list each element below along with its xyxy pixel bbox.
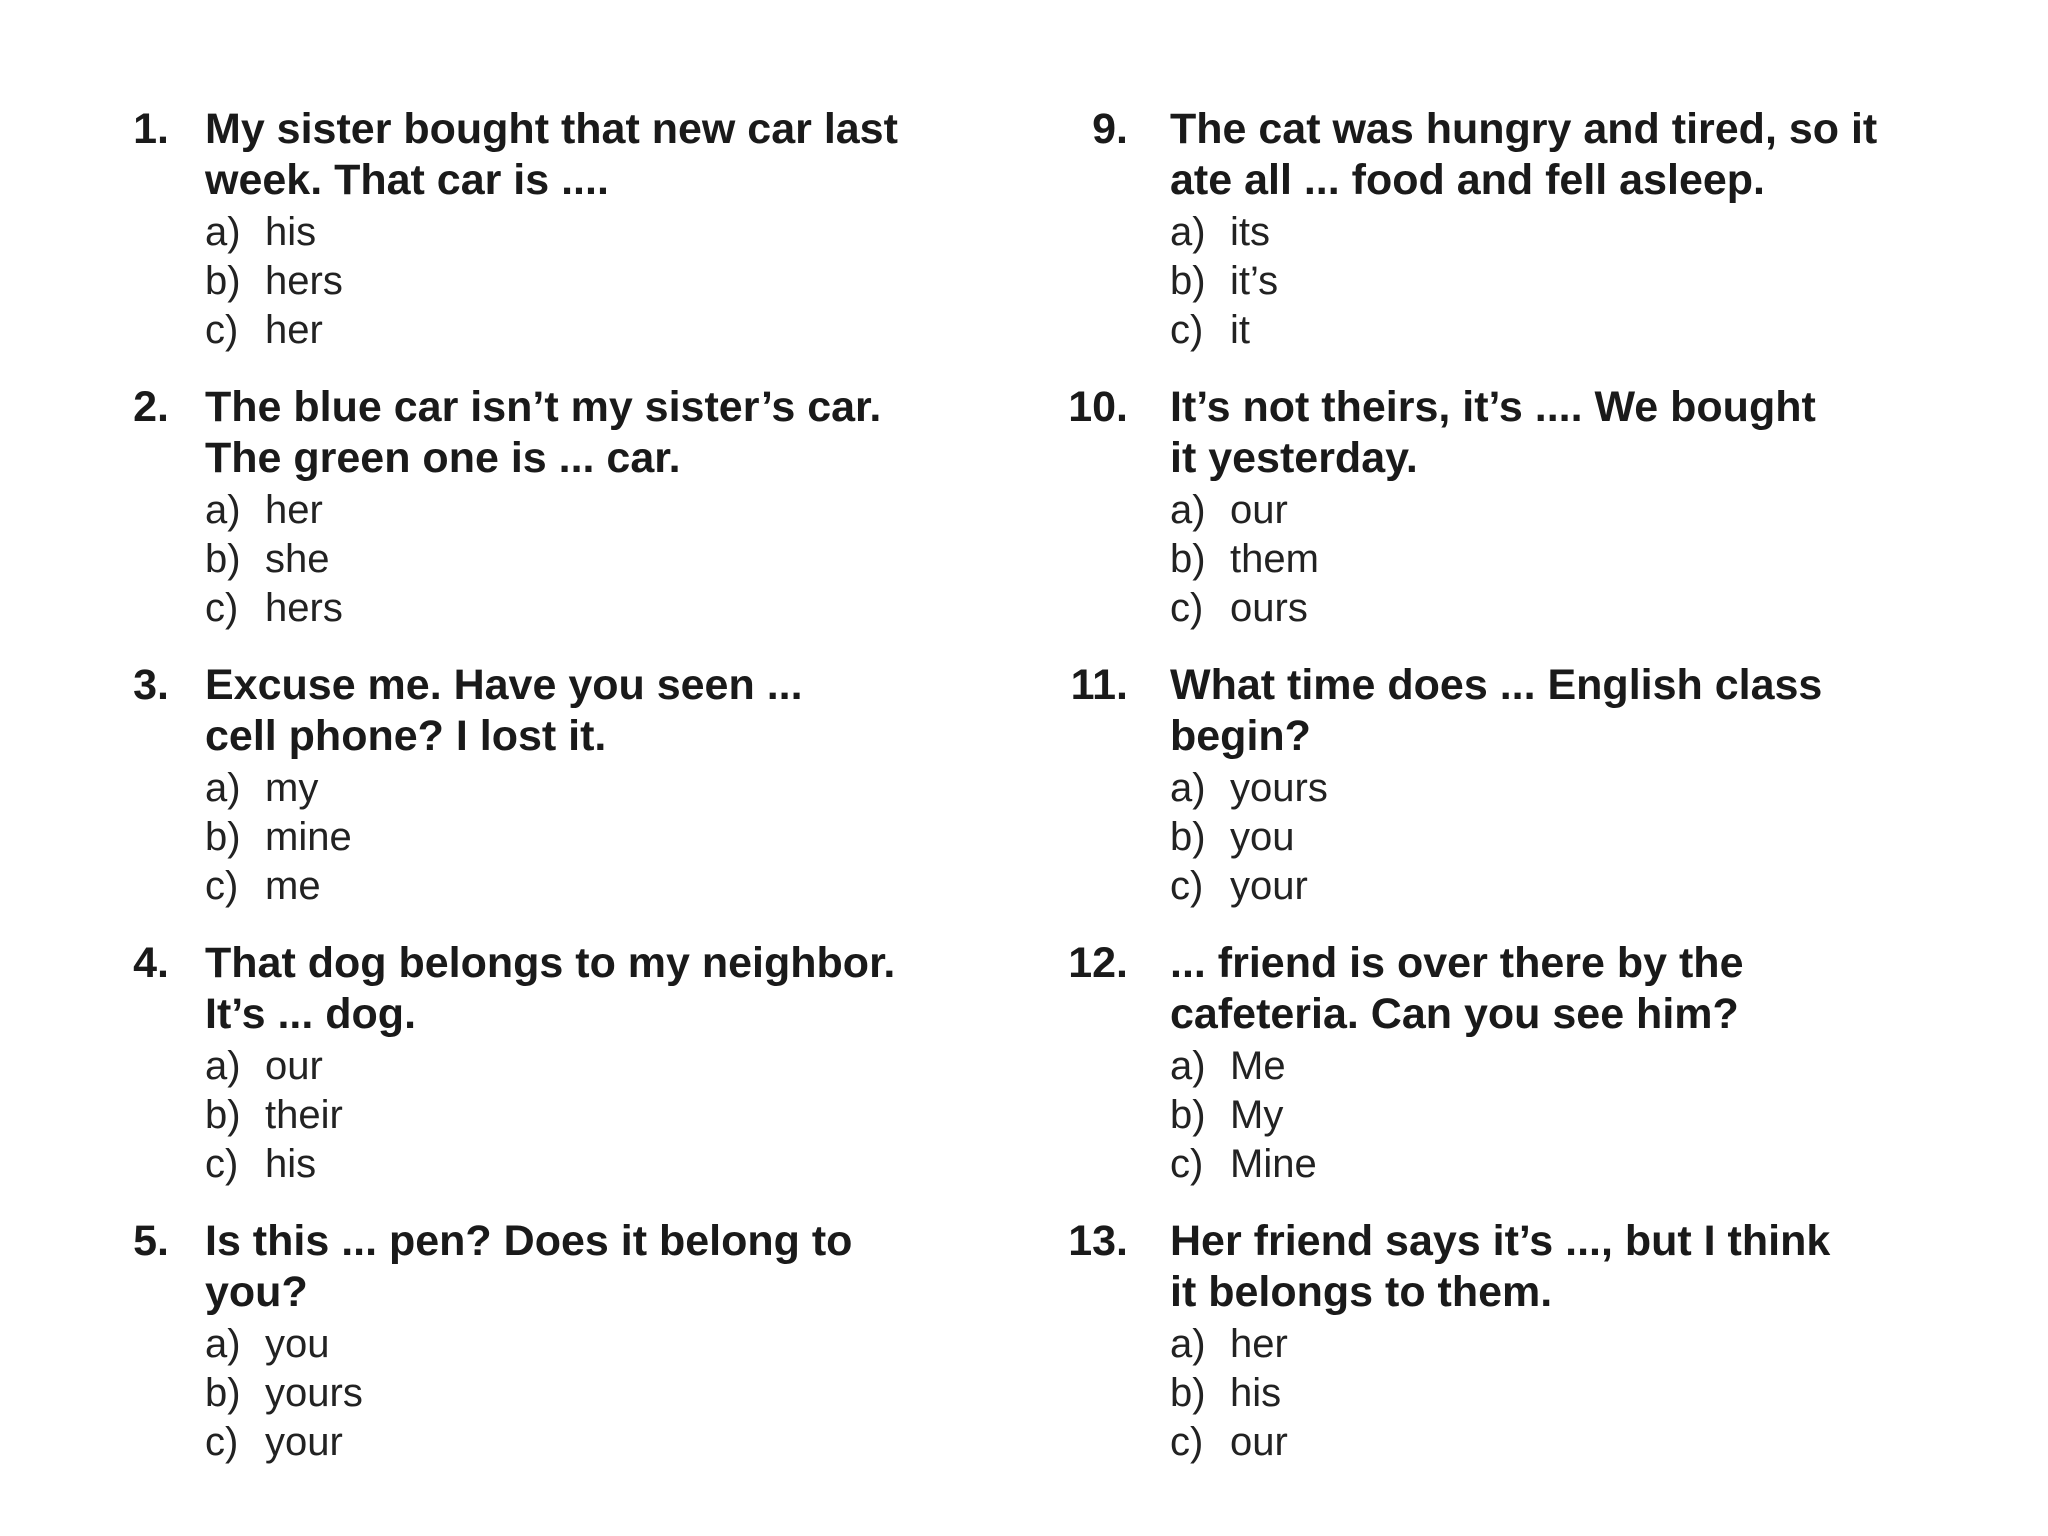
option-text: yours: [1230, 766, 1328, 810]
answer-option: [205, 813, 985, 862]
option-letter: a): [1170, 210, 1206, 254]
answer-option: [1170, 208, 1950, 257]
option-text: its: [1230, 210, 1270, 254]
question-item: [123, 660, 1003, 938]
answer-option: [205, 1369, 985, 1418]
option-text: yours: [265, 1371, 363, 1415]
option-letter: c): [1170, 1142, 1204, 1186]
option-letter: a): [1170, 488, 1206, 532]
option-text: my: [265, 766, 319, 810]
option-text: her: [1230, 1322, 1288, 1366]
option-text: them: [1230, 537, 1319, 581]
question-text: ... friend is over there by the cafeteria. Can you see him?: [1170, 939, 1744, 1038]
option-text: your: [1230, 864, 1308, 908]
answer-options: [205, 208, 985, 355]
question-number: 13.: [1068, 1217, 1128, 1265]
answer-options: [1170, 764, 1950, 911]
answer-option: [205, 1091, 985, 1140]
question-body: [1170, 104, 1950, 355]
answer-option: [205, 1418, 985, 1467]
option-letter: a): [205, 1044, 241, 1088]
question-number: 11.: [1070, 661, 1128, 709]
option-text: ours: [1230, 586, 1308, 630]
question-body: [205, 1216, 985, 1467]
option-text: his: [265, 210, 317, 254]
option-text: hers: [265, 586, 343, 630]
option-text: our: [1230, 1420, 1288, 1464]
option-letter: b): [1170, 815, 1206, 859]
answer-option: [1170, 486, 1950, 535]
option-letter: b): [205, 815, 241, 859]
left-question-column: [123, 104, 1003, 1494]
answer-option: [1170, 1091, 1950, 1140]
answer-option: [1170, 1140, 1950, 1189]
question-item: [123, 382, 1003, 660]
option-text: her: [265, 488, 323, 532]
option-letter: c): [205, 308, 239, 352]
option-letter: c): [1170, 586, 1204, 630]
option-text: mine: [265, 815, 352, 859]
option-letter: a): [1170, 1044, 1206, 1088]
option-letter: b): [1170, 1371, 1206, 1415]
answer-option: [205, 535, 985, 584]
option-text: she: [265, 537, 330, 581]
option-letter: b): [1170, 259, 1206, 303]
question-body: [205, 938, 985, 1189]
answer-options: [1170, 486, 1950, 633]
question-item: [1066, 382, 1946, 660]
option-text: our: [265, 1044, 323, 1088]
question-text: Her friend says it’s ..., but I think it belongs to them.: [1170, 1217, 1831, 1316]
question-number: 5.: [133, 1217, 169, 1265]
question-number: 12.: [1068, 939, 1128, 987]
question-body: [205, 104, 985, 355]
option-letter: a): [1170, 1322, 1206, 1366]
option-text: Mine: [1230, 1142, 1317, 1186]
answer-option: [205, 1320, 985, 1369]
answer-options: [205, 1042, 985, 1189]
option-letter: b): [205, 259, 241, 303]
option-text: it: [1230, 308, 1250, 352]
answer-option: [1170, 1418, 1950, 1467]
question-item: [123, 1216, 1003, 1494]
option-letter: b): [205, 1093, 241, 1137]
option-letter: c): [205, 1420, 239, 1464]
option-text: hers: [265, 259, 343, 303]
option-letter: a): [205, 766, 241, 810]
question-number: 10.: [1068, 383, 1128, 431]
question-number: 3.: [133, 661, 169, 709]
option-text: your: [265, 1420, 343, 1464]
option-text: you: [1230, 815, 1295, 859]
option-text: me: [265, 864, 321, 908]
option-letter: b): [205, 537, 241, 581]
question-text: My sister bought that new car last week. That car is ....: [205, 105, 898, 204]
option-text: his: [265, 1142, 317, 1186]
option-letter: a): [205, 488, 241, 532]
answer-option: [205, 862, 985, 911]
option-text: our: [1230, 488, 1288, 532]
answer-option: [1170, 1042, 1950, 1091]
answer-option: [205, 584, 985, 633]
option-text: My: [1230, 1093, 1284, 1137]
answer-options: [205, 486, 985, 633]
option-text: Me: [1230, 1044, 1286, 1088]
question-item: [1066, 660, 1946, 938]
option-text: their: [265, 1093, 343, 1137]
answer-option: [1170, 813, 1950, 862]
answer-options: [1170, 1320, 1950, 1467]
answer-options: [205, 1320, 985, 1467]
option-text: her: [265, 308, 323, 352]
question-item: [123, 104, 1003, 382]
option-letter: c): [205, 864, 239, 908]
option-letter: c): [205, 586, 239, 630]
answer-option: [205, 764, 985, 813]
answer-option: [1170, 584, 1950, 633]
answer-option: [205, 306, 985, 355]
answer-option: [205, 257, 985, 306]
question-text: Excuse me. Have you seen ... cell phone? I lost it.: [205, 661, 803, 760]
question-body: [205, 660, 985, 911]
question-number: 2.: [133, 383, 169, 431]
answer-options: [1170, 1042, 1950, 1189]
option-text: his: [1230, 1371, 1282, 1415]
answer-options: [205, 764, 985, 911]
option-letter: c): [1170, 864, 1204, 908]
answer-option: [1170, 862, 1950, 911]
answer-option: [205, 208, 985, 257]
answer-option: [1170, 535, 1950, 584]
option-letter: c): [1170, 1420, 1204, 1464]
option-letter: b): [1170, 537, 1206, 581]
question-item: [123, 938, 1003, 1216]
answer-option: [1170, 764, 1950, 813]
question-body: [1170, 938, 1950, 1189]
option-text: it’s: [1230, 259, 1279, 303]
answer-option: [205, 486, 985, 535]
question-text: What time does ... English class begin?: [1170, 661, 1823, 760]
answer-option: [1170, 1320, 1950, 1369]
option-letter: a): [205, 210, 241, 254]
question-item: [1066, 1216, 1946, 1494]
question-body: [1170, 1216, 1950, 1467]
question-text: The blue car isn’t my sister’s car. The green one is ... car.: [205, 383, 882, 482]
question-text: That dog belongs to my neighbor. It’s ... dog.: [205, 939, 896, 1038]
question-body: [1170, 382, 1950, 633]
question-body: [205, 382, 985, 633]
option-letter: a): [1170, 766, 1206, 810]
option-letter: c): [1170, 308, 1204, 352]
option-letter: c): [205, 1142, 239, 1186]
option-letter: b): [205, 1371, 241, 1415]
answer-option: [205, 1042, 985, 1091]
question-item: [1066, 938, 1946, 1216]
question-number: 9.: [1092, 105, 1128, 153]
answer-options: [1170, 208, 1950, 355]
option-letter: b): [1170, 1093, 1206, 1137]
question-number: 4.: [133, 939, 169, 987]
answer-option: [1170, 257, 1950, 306]
question-text: The cat was hungry and tired, so it ate all ... food and fell asleep.: [1170, 105, 1878, 204]
answer-option: [1170, 306, 1950, 355]
answer-option: [205, 1140, 985, 1189]
option-text: you: [265, 1322, 330, 1366]
question-text: It’s not theirs, it’s .... We bought it yesterday.: [1170, 383, 1816, 482]
question-item: [1066, 104, 1946, 382]
answer-option: [1170, 1369, 1950, 1418]
question-text: Is this ... pen? Does it belong to you?: [205, 1217, 853, 1316]
option-letter: a): [205, 1322, 241, 1366]
question-body: [1170, 660, 1950, 911]
question-number: 1.: [133, 105, 169, 153]
right-question-column: [1066, 104, 1946, 1494]
